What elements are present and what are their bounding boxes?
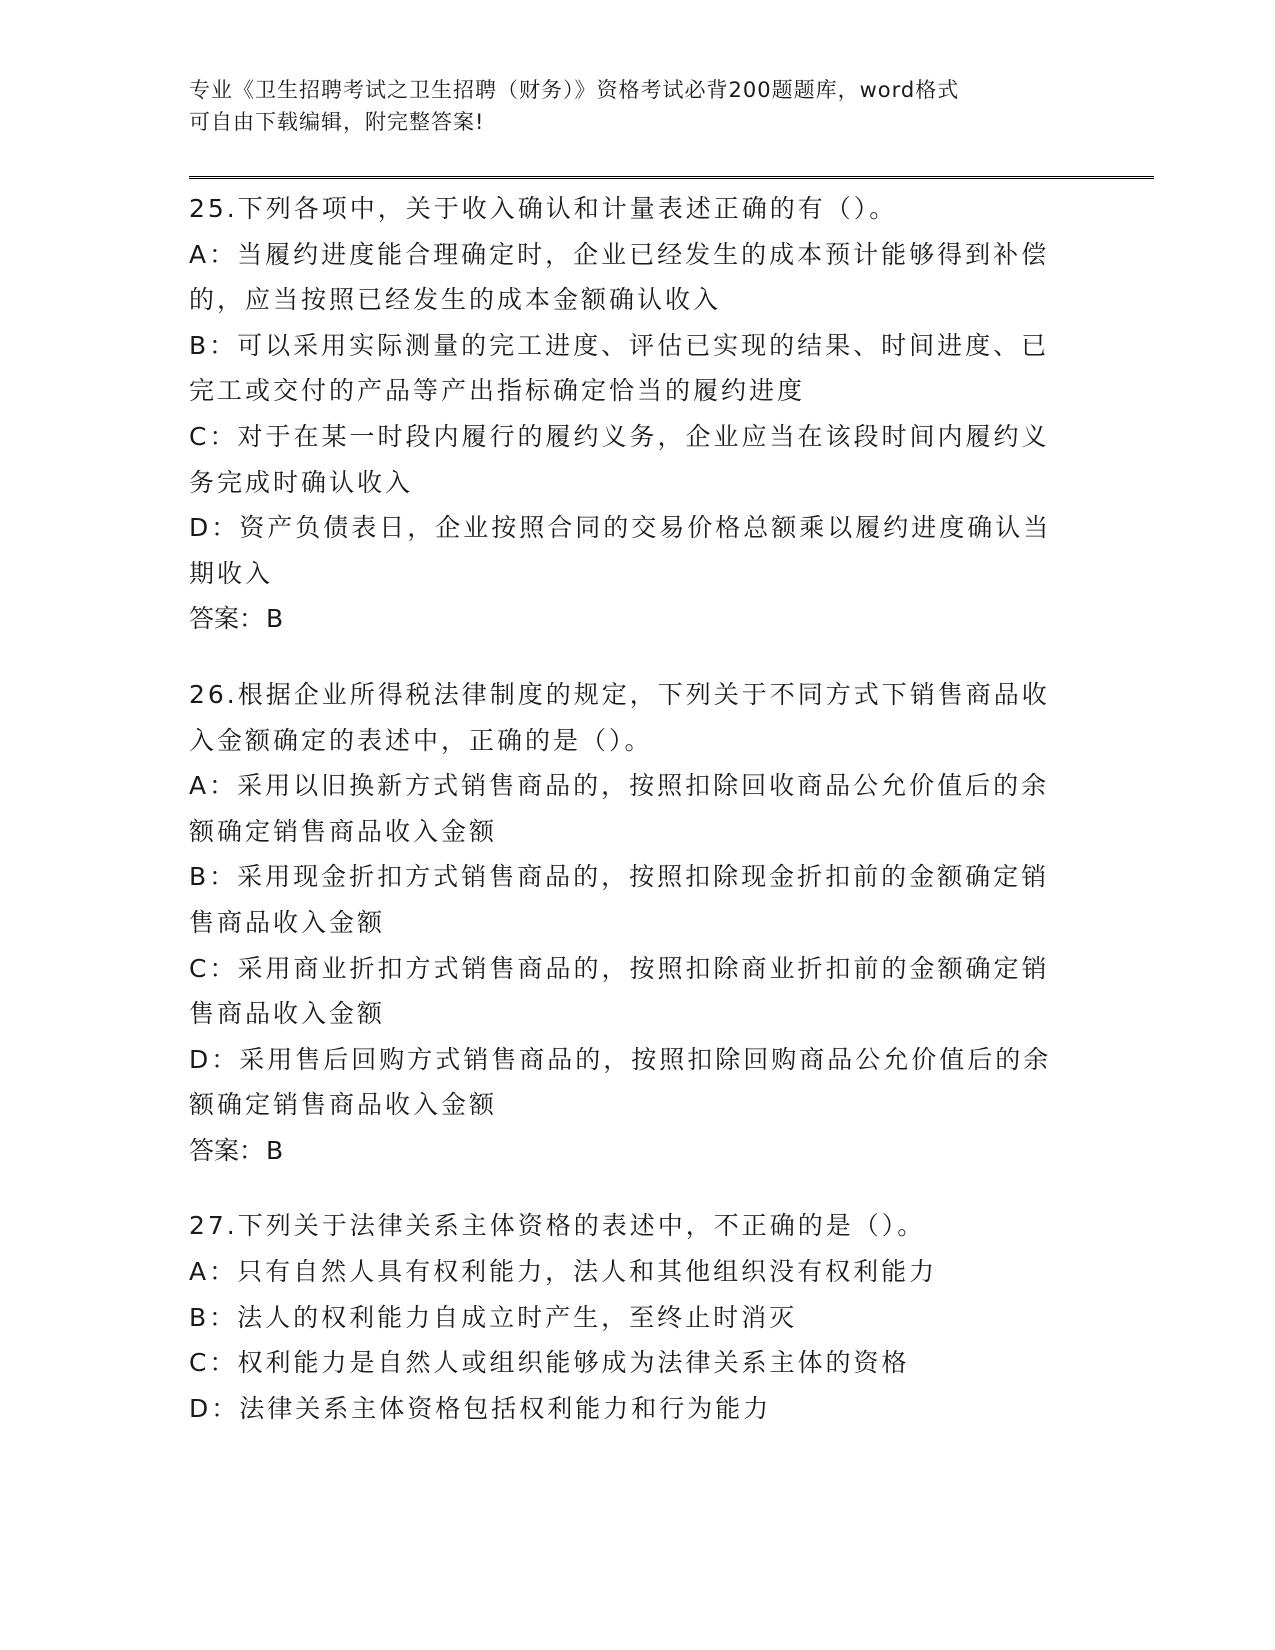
option-d-continued: 期收入 <box>189 558 274 588</box>
answer-value: B <box>266 604 284 634</box>
question-27 <box>189 1203 1089 1431</box>
answer-value: B <box>266 1135 284 1165</box>
question-stem: 27.下列关于法律关系主体资格的表述中，不正确的是（）。 <box>189 1211 926 1241</box>
option-c: C：采用商业折扣方式销售商品的，按照扣除商业折扣前的金额确定销 <box>189 953 1050 983</box>
answer-line <box>189 1128 1089 1174</box>
option-a-continued: 的，应当按照已经发生的成本金额确认收入 <box>189 285 722 315</box>
question-list <box>189 186 1089 1461</box>
option-d: D：采用售后回购方式销售商品的，按照扣除回购商品公允价值后的余 <box>189 1044 1052 1074</box>
option-c-continued: 务完成时确认收入 <box>189 467 414 497</box>
option-d: D：资产负债表日，企业按照合同的交易价格总额乘以履约进度确认当 <box>189 513 1052 543</box>
option-b: B：可以采用实际测量的完工进度、评估已实现的结果、时间进度、已 <box>189 330 1050 360</box>
option-a: A：当履约进度能合理确定时，企业已经发生的成本预计能够得到补偿 <box>189 239 1050 269</box>
option-c: C：权利能力是自然人或组织能够成为法律关系主体的资格 <box>189 1348 910 1378</box>
option-b: B：采用现金折扣方式销售商品的，按照扣除现金折扣前的金额确定销 <box>189 862 1050 892</box>
answer-line <box>189 596 1089 642</box>
answer-label: 答案： <box>189 1135 265 1165</box>
answer-label: 答案： <box>189 604 265 634</box>
question-25 <box>189 186 1089 642</box>
option-a-continued: 额确定销售商品收入金额 <box>189 816 498 846</box>
option-a: A：采用以旧换新方式销售商品的，按照扣除回收商品公允价值后的余 <box>189 771 1050 801</box>
question-26 <box>189 672 1089 1174</box>
header-divider <box>189 176 1154 179</box>
option-b-continued: 完工或交付的产品等产出指标确定恰当的履约进度 <box>189 376 806 406</box>
header-line-2: 可自由下载编辑，附完整答案! <box>189 110 485 134</box>
option-a: A：只有自然人具有权利能力，法人和其他组织没有权利能力 <box>189 1257 938 1287</box>
option-b: B：法人的权利能力自成立时产生，至终止时消灭 <box>189 1302 798 1332</box>
option-d-continued: 额确定销售商品收入金额 <box>189 1090 498 1120</box>
option-c-continued: 售商品收入金额 <box>189 999 386 1029</box>
question-stem: 25.下列各项中，关于收入确认和计量表述正确的有（）。 <box>189 194 898 223</box>
option-b-continued: 售商品收入金额 <box>189 907 386 937</box>
question-stem: 26.根据企业所得税法律制度的规定，下列关于不同方式下销售商品收 <box>189 679 1050 709</box>
header-line-1: 专业《卫生招聘考试之卫生招聘（财务）》资格考试必背200题题库，word格式 <box>189 78 960 102</box>
document-header <box>189 74 1089 138</box>
option-c: C：对于在某一时段内履行的履约义务，企业应当在该段时间内履约义 <box>189 421 1050 451</box>
question-stem-continued: 入金额确定的表述中，正确的是（）。 <box>189 725 653 755</box>
option-d: D：法律关系主体资格包括权利能力和行为能力 <box>189 1393 772 1423</box>
